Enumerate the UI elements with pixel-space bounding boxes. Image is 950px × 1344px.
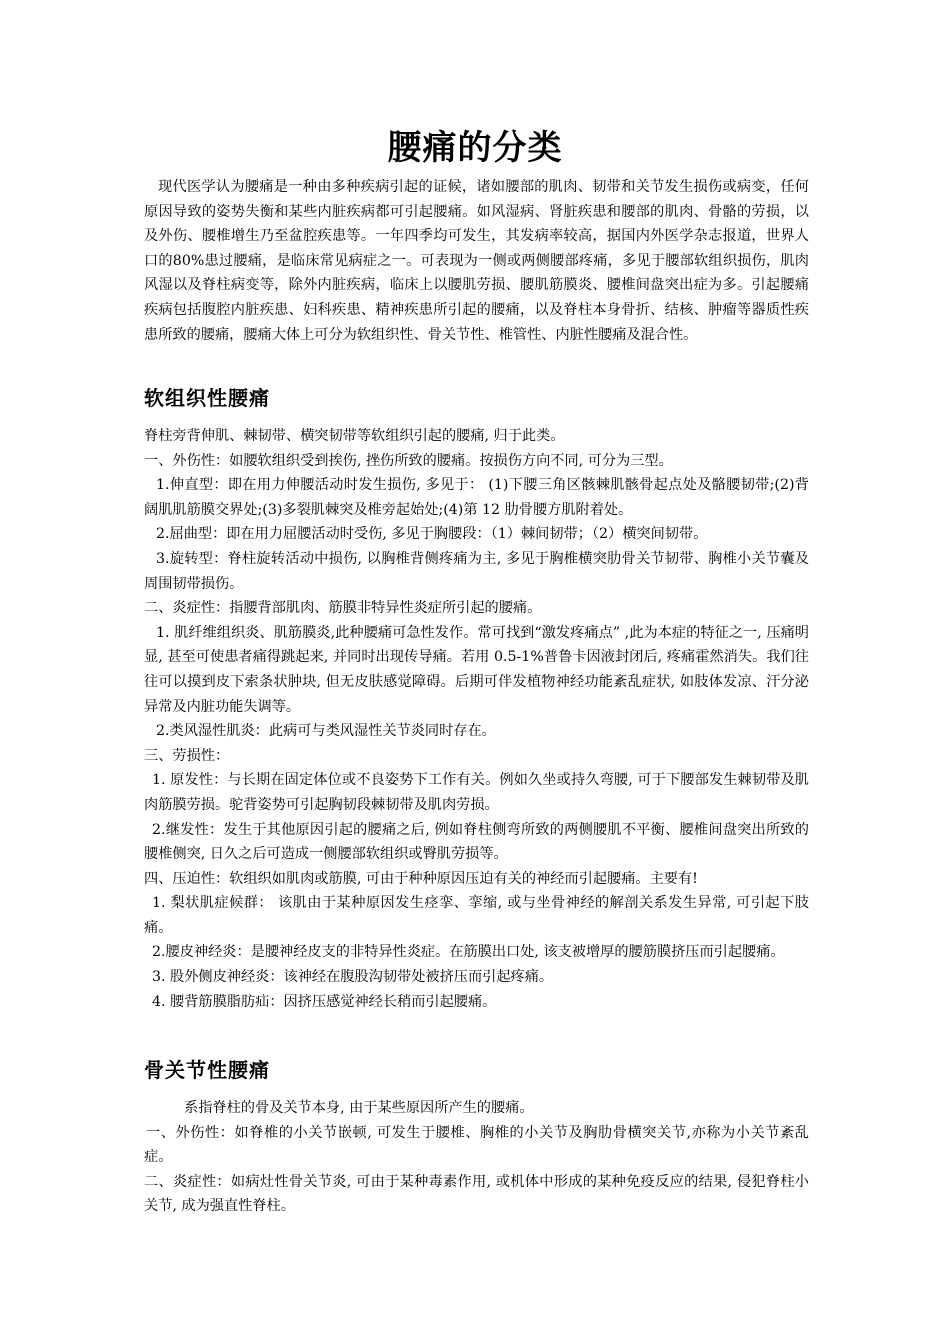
paragraph: 2.类风湿性肌炎：此病可与类风湿性关节炎同时存在。 <box>156 723 496 740</box>
document-title: 腰痛的分类 <box>387 128 563 168</box>
paragraph: 一、外伤性：如脊椎的小关节嵌顿, 可发生于腰椎、胸椎的小关节及胸肋骨横突关节,亦称为小关节紊乱症。 <box>144 1124 809 1166</box>
paragraph: 3. 股外侧皮神经炎：该神经在腹股沟韧带处被挤压而引起疼痛。 <box>152 969 554 986</box>
paragraph: 3.旋转型：脊柱旋转活动中损伤, 以胸椎背侧疼痛为主, 多见于胸椎横突肋骨关节韧带、胸椎小关节囊及周围韧带损伤。 <box>144 550 809 592</box>
paragraph: 1. 原发性：与长期在固定体位或不良姿势下工作有关。例如久坐或持久弯腰, 可于下腰部发生棘韧带及肌肉筋膜劳损。驼背姿势可引起胸韧段棘韧带及肌肉劳损。 <box>144 772 809 813</box>
paragraph: 2.屈曲型：即在用力屈腰活动时受伤, 多见于胸腰段：（1）棘间韧带；（2）横突间韧带。 <box>156 526 708 543</box>
paragraph: 1. 肌纤维组织炎、肌筋膜炎,此种腰痛可急性发作。常可找到“激发疼痛点” ,此为本症的特征之一, 压痛明显, 甚至可使患者痛得跳起来, 并同时出现传导痛。若用 0.5-1%普鲁卡因液封闭后, 疼痛霍然消失。我们往往可以摸到皮下索条状肿块, 但无皮肤感觉障碍。后期可伴发植物神经功能紊乱症状, 如肢体发凉、汗分泌异常及内脏功能失调等。 <box>144 624 809 715</box>
paragraph: 2.继发性：发生于其他原因引起的腰痛之后, 例如脊柱侧弯所致的两侧腰肌不平衡、腰椎间盘突出所致的腰椎侧突, 日久之后可造成一侧腰部软组织或臀肌劳损等。 <box>144 821 809 863</box>
section-body-soft-tissue <box>144 424 809 1014</box>
paragraph: 四、压迫性：软组织如肌肉或筋膜, 可由于种种原因压迫有关的神经而引起腰痛。主要有! <box>144 870 698 887</box>
section-heading-bone-joint: 骨关节性腰痛 <box>144 1058 270 1082</box>
paragraph: 三、劳损性： <box>144 747 230 764</box>
paragraph: 二、炎症性：如病灶性骨关节炎, 可由于某种毒素作用, 或机体中形成的某种免疫反应的结果, 侵犯脊柱小关节, 成为强直性脊柱。 <box>144 1173 809 1215</box>
section-heading-soft-tissue: 软组织性腰痛 <box>144 386 270 410</box>
intro-paragraph-block <box>144 175 809 347</box>
intro-paragraph: 现代医学认为腰痛是一种由多种疾病引起的证候，诸如腰部的肌肉、韧带和关节发生损伤或病变，任何原因导致的姿势失衡和某些内脏疾病都可引起腰痛。如风湿病、肾脏疾患和腰部的肌肉、骨骼的劳损，以及外伤、腰椎增生乃至盆腔疾患等。一年四季均可发生，其发病率较高，据国内外医学杂志报道，世界人口的80%患过腰痛，是临床常见病症之一。可表现为一侧或两侧腰部疼痛，多见于腰部软组织损伤，肌肉风湿以及脊柱病变等，除外内脏疾病，临床上以腰肌劳损、腰肌筋膜炎、腰椎间盘突出症为多。引起腰痛疾病包括腹腔内脏疾患、妇科疾患、精神疾患所引起的腰痛，以及脊柱本身骨折、结核、肿瘤等器质性疾患所致的腰痛，腰痛大体上可分为软组织性、骨关节性、椎管性、内脏性腰痛及混合性。 <box>144 179 809 343</box>
paragraph: 一、外伤性：如腰软组织受到挨伤, 挫伤所致的腰痛。按损伤方向不同, 可分为三型。 <box>144 452 673 469</box>
paragraph: 1. 梨状肌症候群： 该肌由于某种原因发生痉挛、挛缩, 或与坐骨神经的解剖关系发生异常, 可引起下肢痛。 <box>144 895 809 936</box>
paragraph: 脊柱旁背伸肌、棘韧带、横突韧带等软组织引起的腰痛, 归于此类。 <box>144 428 565 444</box>
paragraph: 系指脊柱的骨及关节本身, 由于某些原因所产生的腰痛。 <box>184 1100 534 1116</box>
paragraph: 1.伸直型：即在用力伸腰活动时发生损伤, 多见于： (1)下腰三角区骸棘肌骸骨起点处及骼腰韧带;(2)背阔肌肌筋膜交界处;(3)多裂肌棘突及椎旁起始处;(4)第 12 肋骨腰方肌附着处。 <box>144 477 809 518</box>
paragraph: 二、炎症性：指腰背部肌肉、筋膜非特异性炎症所引起的腰痛。 <box>144 600 542 617</box>
paragraph: 4. 腰背筋膜脂肪疝：因挤压感觉神经长稍而引起腰痛。 <box>152 993 497 1010</box>
section-body-bone-joint <box>144 1096 809 1219</box>
paragraph: 2.腰皮神经炎：是腰神经皮支的非特异性炎症。在筋膜出口处, 该支被增厚的腰筋膜挤压而引起腰痛。 <box>152 944 785 961</box>
